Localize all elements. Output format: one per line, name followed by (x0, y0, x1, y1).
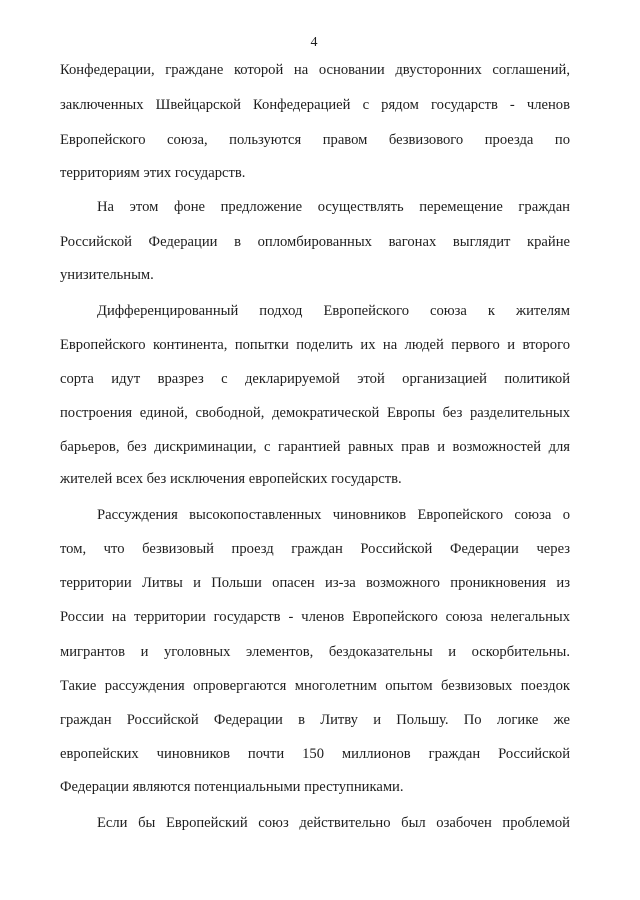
paragraph-4-line-9: Федерации являются потенциальными преступниками. (60, 779, 404, 795)
paragraph-4-line-2: том, что безвизовый проезд граждан Российской Федерации через (60, 541, 570, 557)
paragraph-2-line-1: На этом фоне предложение осуществлять перемещение граждан (97, 199, 570, 215)
paragraph-5-line-1: Если бы Европейский союз действительно был озабочен проблемой (97, 815, 570, 831)
page-number: 4 (310, 35, 318, 50)
paragraph-3-line-5: барьеров, без дискриминации, с гарантией равных прав и возможностей для (60, 439, 570, 455)
paragraph-3-line-2: Европейского континента, попытки поделить их на людей первого и второго (60, 337, 570, 353)
paragraph-1-line-4: территориям этих государств. (60, 165, 246, 181)
paragraph-1-line-1: Конфедерации, граждане которой на основании двусторонних соглашений, (60, 62, 570, 78)
paragraph-2-line-3: унизительным. (60, 267, 154, 283)
paragraph-4-line-1: Рассуждения высокопоставленных чиновников Европейского союза о (97, 507, 570, 523)
paragraph-4-line-6: Такие рассуждения опровергаются многолетним опытом безвизовых поездок (60, 678, 570, 694)
paragraph-4-line-8: европейских чиновников почти 150 миллионов граждан Российской (60, 746, 570, 762)
paragraph-4-line-3: территории Литвы и Польши опасен из-за возможного проникновения из (60, 575, 570, 591)
paragraph-3-line-3: сорта идут вразрез с декларируемой этой организацией политикой (60, 371, 570, 387)
paragraph-3-line-4: построения единой, свободной, демократической Европы без разделительных (60, 405, 570, 421)
paragraph-3-line-6: жителей всех без исключения европейских государств. (60, 471, 402, 487)
paragraph-1-line-2: заключенных Швейцарской Конфедерацией с рядом государств - членов (60, 97, 570, 113)
paragraph-2-line-2: Российской Федерации в опломбированных вагонах выглядит крайне (60, 234, 570, 250)
paragraph-4-line-7: граждан Российской Федерации в Литву и Польшу. По логике же (60, 712, 570, 728)
paragraph-4-line-4: России на территории государств - членов Европейского союза нелегальных (60, 609, 570, 625)
paragraph-4-line-5: мигрантов и уголовных элементов, бездоказательны и оскорбительны. (60, 644, 570, 660)
paragraph-1-line-3: Европейского союза, пользуются правом безвизового проезда по (60, 132, 570, 148)
paragraph-3-line-1: Дифференцированный подход Европейского союза к жителям (97, 303, 570, 319)
